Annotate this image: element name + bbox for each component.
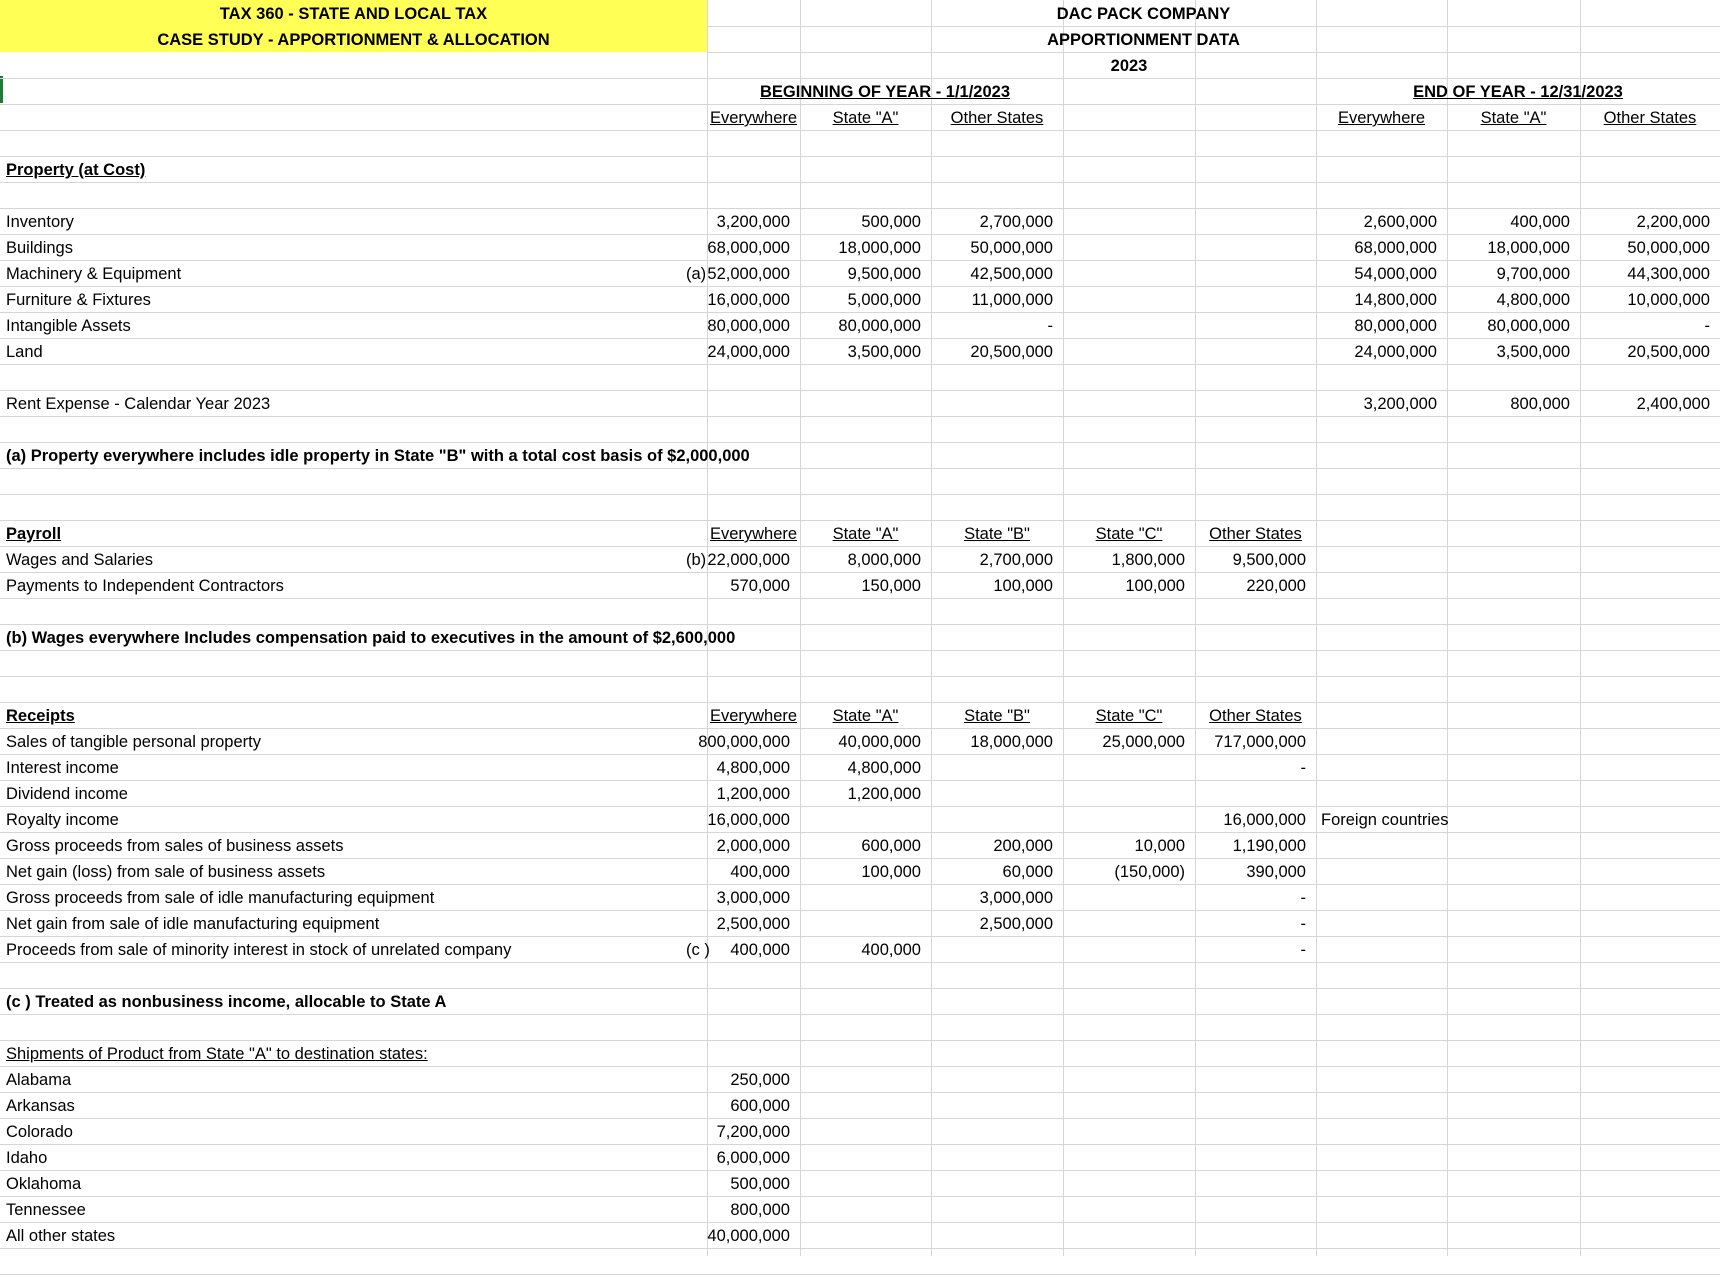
value-cell[interactable]: 3,000,000 xyxy=(979,889,1053,907)
row-label[interactable]: Net gain (loss) from sale of business assets xyxy=(6,863,326,881)
grid-row-line xyxy=(0,442,1720,443)
value-cell[interactable]: 60,000 xyxy=(1002,863,1053,881)
row-label[interactable]: Intangible Assets xyxy=(6,317,131,335)
value-cell[interactable]: 800,000 xyxy=(1510,395,1570,413)
value-cell[interactable]: - xyxy=(1047,317,1053,335)
value-cell[interactable]: 8,000,000 xyxy=(847,551,921,569)
grid-row-line xyxy=(0,1170,1720,1171)
grid-row-line xyxy=(0,208,1720,209)
row-label[interactable]: Tennessee xyxy=(6,1201,86,1219)
grid-row-line xyxy=(0,416,1720,417)
grid-row-line xyxy=(0,832,1720,833)
value-cell[interactable]: 2,700,000 xyxy=(979,213,1053,231)
value-cell[interactable]: 5,000,000 xyxy=(847,291,921,309)
grid-column-line xyxy=(1580,0,1581,1256)
column-header[interactable]: State "A" xyxy=(1480,109,1547,127)
grid-row-line xyxy=(0,312,1720,313)
value-cell[interactable]: 2,600,000 xyxy=(1363,213,1437,231)
column-header[interactable]: State "C" xyxy=(1095,707,1163,725)
footnote[interactable]: (b) Wages everywhere Includes compensation paid to executives in the amount of $2,600,000 xyxy=(6,629,736,647)
grid-row-line xyxy=(0,1066,1720,1067)
row-label[interactable]: Proceeds from sale of minority interest in stock of unrelated company xyxy=(6,941,512,959)
value-cell[interactable]: 9,500,000 xyxy=(847,265,921,283)
value-cell[interactable]: 250,000 xyxy=(730,1071,790,1089)
value-cell[interactable]: 400,000 xyxy=(861,941,921,959)
grid-row-line xyxy=(0,650,1720,651)
value-cell[interactable]: 2,500,000 xyxy=(979,915,1053,933)
value-cell[interactable]: 44,300,000 xyxy=(1627,265,1710,283)
row-label[interactable]: All other states xyxy=(6,1227,116,1245)
shipments-title[interactable]: Shipments of Product from State "A" to destination states: xyxy=(6,1045,428,1063)
value-cell[interactable]: 100,000 xyxy=(1125,577,1185,595)
value-cell[interactable]: 9,700,000 xyxy=(1496,265,1570,283)
value-cell[interactable]: 16,000,000 xyxy=(1223,811,1306,829)
column-header[interactable]: Other States xyxy=(1603,109,1697,127)
value-cell[interactable]: 500,000 xyxy=(730,1175,790,1193)
row-label[interactable]: Gross proceeds from sales of business assets xyxy=(6,837,344,855)
title-line1[interactable]: TAX 360 - STATE AND LOCAL TAX xyxy=(219,5,488,23)
value-cell[interactable]: 800,000,000 xyxy=(698,733,790,751)
value-cell[interactable]: 100,000 xyxy=(993,577,1053,595)
value-cell[interactable]: 4,800,000 xyxy=(1496,291,1570,309)
grid-row-line xyxy=(0,260,1720,261)
grid-row-line xyxy=(0,1092,1720,1093)
grid-row-line xyxy=(0,234,1720,235)
value-cell[interactable]: 400,000 xyxy=(1510,213,1570,231)
value-cell[interactable]: 2,500,000 xyxy=(716,915,790,933)
column-header[interactable]: Other States xyxy=(950,109,1044,127)
extra-note[interactable]: Foreign countries xyxy=(1321,811,1449,829)
grid-column-line xyxy=(1063,0,1064,1256)
grid-row-line xyxy=(0,286,1720,287)
grid-row-line xyxy=(0,572,1720,573)
grid-column-line xyxy=(931,0,932,1256)
row-label[interactable]: Payments to Independent Contractors xyxy=(6,577,284,595)
value-cell[interactable]: 16,000,000 xyxy=(707,811,790,829)
grid-row-line xyxy=(0,468,1720,469)
grid-row-line xyxy=(0,1118,1720,1119)
value-cell[interactable]: 3,500,000 xyxy=(847,343,921,361)
value-cell[interactable]: 400,000 xyxy=(730,941,790,959)
row-label[interactable]: Wages and Salaries xyxy=(6,551,154,569)
value-cell[interactable]: 80,000,000 xyxy=(707,317,790,335)
value-cell[interactable]: 24,000,000 xyxy=(707,343,790,361)
grid-row-line xyxy=(0,962,1720,963)
value-cell[interactable]: 68,000,000 xyxy=(707,239,790,257)
value-cell[interactable]: 18,000,000 xyxy=(970,733,1053,751)
value-cell[interactable]: 3,000,000 xyxy=(716,889,790,907)
footnote[interactable]: (a) Property everywhere includes idle property in State "B" with a total cost basis of $2,000,000 xyxy=(6,447,750,465)
value-cell[interactable]: 80,000,000 xyxy=(1487,317,1570,335)
grid-row-line xyxy=(0,1014,1720,1015)
grid-row-line xyxy=(0,546,1720,547)
value-cell[interactable]: 10,000 xyxy=(1134,837,1185,855)
row-label[interactable]: Machinery & Equipment xyxy=(6,265,182,283)
value-cell[interactable]: - xyxy=(1300,889,1306,907)
column-header[interactable]: Everywhere xyxy=(709,525,798,543)
value-cell[interactable]: 14,800,000 xyxy=(1354,291,1437,309)
grid-row-line xyxy=(0,754,1720,755)
value-cell[interactable]: 2,200,000 xyxy=(1636,213,1710,231)
column-header[interactable]: Other States xyxy=(1209,525,1302,543)
value-cell[interactable]: 50,000,000 xyxy=(1627,239,1710,257)
grid-row-line xyxy=(0,1248,1720,1249)
grid-row-line xyxy=(0,884,1720,885)
grid-row-line xyxy=(0,156,1720,157)
row-label[interactable]: Net gain from sale of idle manufacturing equipment xyxy=(6,915,380,933)
value-cell[interactable]: 100,000 xyxy=(861,863,921,881)
value-cell[interactable]: 50,000,000 xyxy=(970,239,1053,257)
value-cell[interactable]: 20,500,000 xyxy=(1627,343,1710,361)
column-header[interactable]: State "A" xyxy=(832,707,899,725)
row-label[interactable]: Arkansas xyxy=(6,1097,75,1115)
grid-row-line xyxy=(0,936,1720,937)
value-cell[interactable]: 16,000,000 xyxy=(707,291,790,309)
value-cell[interactable]: 80,000,000 xyxy=(838,317,921,335)
grid-row-line xyxy=(0,988,1720,989)
value-cell[interactable]: 22,000,000 xyxy=(707,551,790,569)
receipts-title[interactable]: Receipts xyxy=(6,707,75,725)
value-cell[interactable]: 40,000,000 xyxy=(707,1227,790,1245)
grid-column-line xyxy=(1195,0,1196,1256)
grid-row-line xyxy=(0,624,1720,625)
value-cell[interactable]: 717,000,000 xyxy=(1214,733,1306,751)
grid-row-line xyxy=(0,702,1720,703)
grid-row-line xyxy=(0,1144,1720,1145)
note-ref[interactable]: (b) xyxy=(686,551,707,569)
company-name[interactable]: DAC PACK COMPANY xyxy=(1056,5,1231,23)
grid-row-line xyxy=(0,390,1720,391)
grid-row-line xyxy=(0,780,1720,781)
value-cell[interactable]: 9,500,000 xyxy=(1232,551,1306,569)
value-cell[interactable]: 3,200,000 xyxy=(716,213,790,231)
row-label[interactable]: Dividend income xyxy=(6,785,128,803)
column-header[interactable]: Everywhere xyxy=(709,109,798,127)
value-cell[interactable]: 1,200,000 xyxy=(847,785,921,803)
grid-row-line xyxy=(0,182,1720,183)
grid-row-line xyxy=(0,1040,1720,1041)
column-header[interactable]: State "C" xyxy=(1095,525,1163,543)
value-cell[interactable]: (150,000) xyxy=(1114,863,1185,881)
value-cell[interactable]: 600,000 xyxy=(730,1097,790,1115)
company-year[interactable]: 2023 xyxy=(1110,57,1148,75)
value-cell[interactable]: 2,400,000 xyxy=(1636,395,1710,413)
value-cell[interactable]: 4,800,000 xyxy=(847,759,921,777)
row-label[interactable]: Oklahoma xyxy=(6,1175,82,1193)
value-cell[interactable]: 220,000 xyxy=(1246,577,1306,595)
value-cell[interactable]: 150,000 xyxy=(861,577,921,595)
value-cell[interactable]: 10,000,000 xyxy=(1627,291,1710,309)
value-cell[interactable]: 11,000,000 xyxy=(971,291,1053,309)
value-cell[interactable]: 390,000 xyxy=(1246,863,1306,881)
note-ref[interactable]: (c ) xyxy=(686,941,710,959)
value-cell[interactable]: - xyxy=(1300,941,1306,959)
value-cell[interactable]: - xyxy=(1300,915,1306,933)
row-label[interactable]: Colorado xyxy=(6,1123,73,1141)
value-cell[interactable]: 42,500,000 xyxy=(970,265,1053,283)
row-label[interactable]: Inventory xyxy=(6,213,74,231)
value-cell[interactable]: 18,000,000 xyxy=(838,239,921,257)
row-label[interactable]: Interest income xyxy=(6,759,119,777)
value-cell[interactable]: 1,200,000 xyxy=(716,785,790,803)
value-cell[interactable]: 600,000 xyxy=(861,837,921,855)
row-label[interactable]: Rent Expense - Calendar Year 2023 xyxy=(6,395,271,413)
value-cell[interactable]: 400,000 xyxy=(730,863,790,881)
value-cell[interactable]: 68,000,000 xyxy=(1354,239,1437,257)
grid-row-line xyxy=(0,1222,1720,1223)
grid-row-line xyxy=(0,338,1720,339)
selection-marker xyxy=(0,76,3,103)
value-cell[interactable]: 800,000 xyxy=(730,1201,790,1219)
row-label[interactable]: Land xyxy=(6,343,43,361)
value-cell[interactable]: 1,800,000 xyxy=(1111,551,1185,569)
grid-row-line xyxy=(0,520,1720,521)
value-cell[interactable]: 570,000 xyxy=(730,577,790,595)
grid-row-line xyxy=(0,130,1720,131)
value-cell[interactable]: 80,000,000 xyxy=(1354,317,1437,335)
column-header[interactable]: State "A" xyxy=(832,525,899,543)
grid-column-line xyxy=(800,0,801,1256)
value-cell[interactable]: 25,000,000 xyxy=(1102,733,1185,751)
grid-row-line xyxy=(0,806,1720,807)
grid-column-line xyxy=(1316,0,1317,1256)
value-cell[interactable]: - xyxy=(1300,759,1306,777)
row-label[interactable]: Sales of tangible personal property xyxy=(6,733,261,751)
column-header[interactable]: Everywhere xyxy=(709,707,798,725)
value-cell[interactable]: 7,200,000 xyxy=(716,1123,790,1141)
grid-row-line xyxy=(707,26,1720,27)
value-cell[interactable]: - xyxy=(1704,317,1710,335)
value-cell[interactable]: 40,000,000 xyxy=(838,733,921,751)
value-cell[interactable]: 2,700,000 xyxy=(979,551,1053,569)
column-header[interactable]: State "B" xyxy=(964,707,1030,725)
value-cell[interactable]: 20,500,000 xyxy=(970,343,1053,361)
grid-row-line xyxy=(707,52,1720,53)
value-cell[interactable]: 54,000,000 xyxy=(1354,265,1437,283)
eoy-header[interactable]: END OF YEAR - 12/31/2023 xyxy=(1413,83,1623,101)
column-header[interactable]: Everywhere xyxy=(1337,109,1426,127)
grid-row-line xyxy=(0,676,1720,677)
value-cell[interactable]: 6,000,000 xyxy=(716,1149,790,1167)
row-label[interactable]: Alabama xyxy=(6,1071,72,1089)
value-cell[interactable]: 2,000,000 xyxy=(716,837,790,855)
grid-row-line xyxy=(0,364,1720,365)
row-label[interactable]: Royalty income xyxy=(6,811,119,829)
value-cell[interactable]: 24,000,000 xyxy=(1354,343,1437,361)
grid-row-line xyxy=(0,104,1720,105)
grid-row-line xyxy=(0,910,1720,911)
column-header[interactable]: State "B" xyxy=(964,525,1030,543)
value-cell[interactable]: 52,000,000 xyxy=(707,265,790,283)
property-title[interactable]: Property (at Cost) xyxy=(6,161,146,179)
grid-row-line xyxy=(0,78,1720,79)
grid-row-line xyxy=(0,598,1720,599)
row-label[interactable]: Furniture & Fixtures xyxy=(6,291,151,309)
grid-row-line xyxy=(0,858,1720,859)
footnote[interactable]: (c ) Treated as nonbusiness income, allocable to State A xyxy=(6,993,447,1011)
company-subtitle[interactable]: APPORTIONMENT DATA xyxy=(1047,31,1240,49)
payroll-title[interactable]: Payroll xyxy=(6,525,62,543)
value-cell[interactable]: 3,500,000 xyxy=(1496,343,1570,361)
column-header[interactable]: Other States xyxy=(1209,707,1302,725)
value-cell[interactable]: 200,000 xyxy=(993,837,1053,855)
row-label[interactable]: Idaho xyxy=(6,1149,48,1167)
boy-header[interactable]: BEGINNING OF YEAR - 1/1/2023 xyxy=(759,83,1011,101)
value-cell[interactable]: 500,000 xyxy=(861,213,921,231)
value-cell[interactable]: 1,190,000 xyxy=(1232,837,1306,855)
column-header[interactable]: State "A" xyxy=(832,109,899,127)
grid-row-line xyxy=(0,1196,1720,1197)
title-line2[interactable]: CASE STUDY - APPORTIONMENT & ALLOCATION xyxy=(157,31,550,49)
value-cell[interactable]: 18,000,000 xyxy=(1487,239,1570,257)
grid-row-line xyxy=(0,494,1720,495)
grid-row-line xyxy=(0,728,1720,729)
value-cell[interactable]: 4,800,000 xyxy=(716,759,790,777)
value-cell[interactable]: 3,200,000 xyxy=(1363,395,1437,413)
row-label[interactable]: Buildings xyxy=(6,239,73,257)
row-label[interactable]: Gross proceeds from sale of idle manufacturing equipment xyxy=(6,889,435,907)
grid-column-line xyxy=(1447,0,1448,1256)
note-ref[interactable]: (a) xyxy=(686,265,707,283)
